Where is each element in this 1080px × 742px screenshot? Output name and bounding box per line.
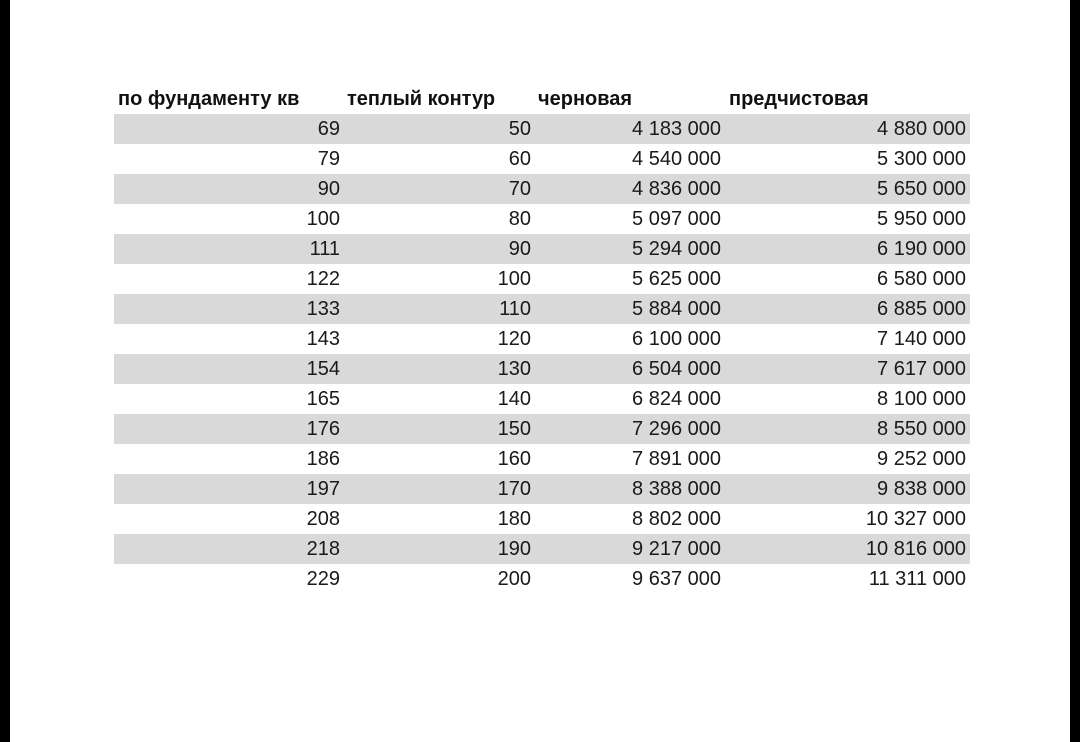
cell-rough-finish: 4 540 000: [632, 148, 721, 170]
cell-foundation-area: 69: [317, 118, 340, 140]
cell-warm-contour: 120: [497, 328, 531, 350]
cell-warm-contour: 130: [497, 358, 531, 380]
cell-pre-finish: 5 300 000: [877, 148, 966, 170]
table-row: [114, 564, 970, 594]
cell-pre-finish: 7 617 000: [877, 358, 966, 380]
cell-pre-finish: 7 140 000: [877, 328, 966, 350]
cell-warm-contour: 100: [497, 268, 531, 290]
cell-pre-finish: 10 816 000: [865, 538, 966, 560]
cell-warm-contour: 140: [497, 388, 531, 410]
cell-warm-contour: 190: [497, 538, 531, 560]
cell-rough-finish: 5 884 000: [632, 298, 721, 320]
table-row: [114, 264, 970, 294]
table-row: [114, 414, 970, 444]
cell-pre-finish: 4 880 000: [877, 118, 966, 140]
cell-rough-finish: 7 296 000: [632, 418, 721, 440]
cell-foundation-area: 218: [306, 538, 340, 560]
cell-pre-finish: 8 100 000: [877, 388, 966, 410]
table-row: [114, 474, 970, 504]
table-row: [114, 354, 970, 384]
cell-warm-contour: 180: [497, 508, 531, 530]
cell-pre-finish: 8 550 000: [877, 418, 966, 440]
header-foundation-area: по фундаменту кв: [118, 88, 300, 110]
table-row: [114, 294, 970, 324]
cell-rough-finish: 5 097 000: [632, 208, 721, 230]
table-row: [114, 504, 970, 534]
cell-warm-contour: 110: [499, 298, 531, 320]
cell-rough-finish: 7 891 000: [632, 448, 721, 470]
cell-pre-finish: 6 580 000: [877, 268, 966, 290]
cell-warm-contour: 90: [508, 238, 531, 260]
cell-foundation-area: 143: [306, 328, 340, 350]
cell-foundation-area: 154: [306, 358, 340, 380]
cell-warm-contour: 160: [497, 448, 531, 470]
cell-rough-finish: 8 388 000: [632, 478, 721, 500]
table-row: [114, 384, 970, 414]
cell-foundation-area: 229: [306, 568, 340, 590]
cell-rough-finish: 8 802 000: [632, 508, 721, 530]
document-page: [10, 0, 1070, 742]
table-row: [114, 234, 970, 264]
cell-rough-finish: 5 625 000: [632, 268, 721, 290]
cell-pre-finish: 5 950 000: [877, 208, 966, 230]
cell-pre-finish: 9 252 000: [877, 448, 966, 470]
cell-warm-contour: 200: [497, 568, 531, 590]
table-row: [114, 534, 970, 564]
cell-foundation-area: 100: [306, 208, 340, 230]
cell-pre-finish: 5 650 000: [877, 178, 966, 200]
cell-foundation-area: 176: [306, 418, 340, 440]
cell-warm-contour: 50: [508, 118, 531, 140]
cell-rough-finish: 9 637 000: [632, 568, 721, 590]
cell-pre-finish: 6 885 000: [877, 298, 966, 320]
header-pre-finish: предчистовая: [729, 88, 869, 110]
table-row: [114, 144, 970, 174]
cell-foundation-area: 197: [306, 478, 340, 500]
price-table: [114, 86, 970, 594]
table-row: [114, 324, 970, 354]
cell-foundation-area: 208: [306, 508, 340, 530]
cell-pre-finish: 11 311 000: [868, 568, 966, 590]
cell-warm-contour: 70: [508, 178, 531, 200]
cell-rough-finish: 4 183 000: [632, 118, 721, 140]
cell-foundation-area: 122: [306, 268, 340, 290]
table-row: [114, 174, 970, 204]
cell-warm-contour: 80: [508, 208, 531, 230]
table-row: [114, 444, 970, 474]
table-header: [114, 86, 970, 114]
cell-rough-finish: 6 504 000: [632, 358, 721, 380]
cell-warm-contour: 170: [497, 478, 531, 500]
cell-foundation-area: 90: [317, 178, 340, 200]
cell-rough-finish: 5 294 000: [632, 238, 721, 260]
cell-warm-contour: 60: [508, 148, 531, 170]
cell-rough-finish: 4 836 000: [632, 178, 721, 200]
cell-warm-contour: 150: [497, 418, 531, 440]
header-warm-contour: теплый контур: [347, 88, 496, 110]
cell-pre-finish: 10 327 000: [865, 508, 966, 530]
cell-rough-finish: 6 824 000: [632, 388, 721, 410]
cell-pre-finish: 9 838 000: [877, 478, 966, 500]
cell-foundation-area: 133: [306, 298, 340, 320]
cell-foundation-area: 165: [306, 388, 340, 410]
cell-rough-finish: 6 100 000: [632, 328, 721, 350]
table-row: [114, 114, 970, 144]
cell-pre-finish: 6 190 000: [877, 238, 966, 260]
header-rough-finish: черновая: [538, 88, 633, 110]
table-body: [114, 114, 970, 594]
cell-rough-finish: 9 217 000: [632, 538, 721, 560]
cell-foundation-area: 111: [309, 238, 340, 260]
table-row: [114, 204, 970, 234]
cell-foundation-area: 186: [306, 448, 340, 470]
cell-foundation-area: 79: [317, 148, 340, 170]
